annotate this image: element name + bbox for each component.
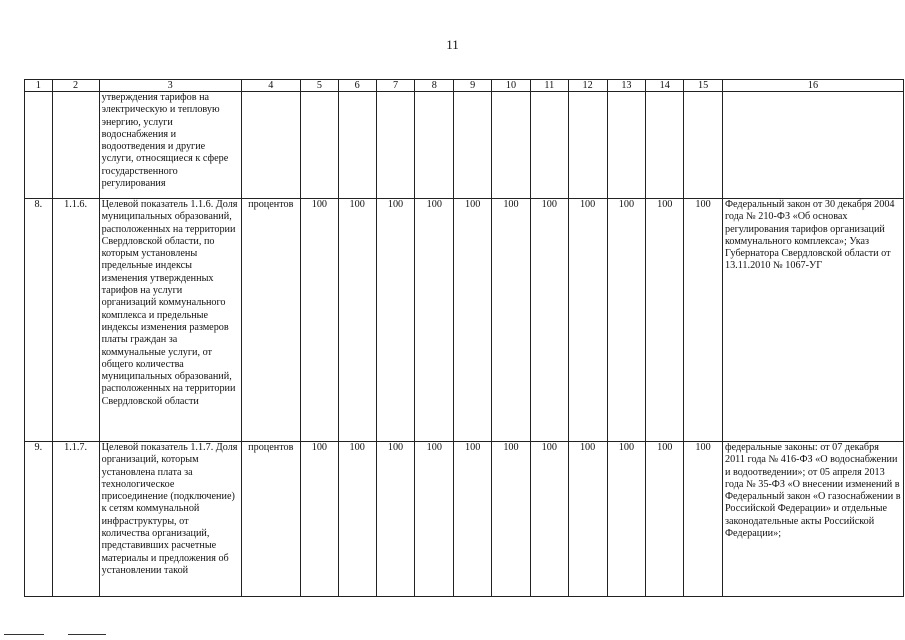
row-value: 100 [492, 199, 531, 442]
scan-edge-line [4, 634, 44, 635]
column-header: 11 [530, 80, 568, 92]
row-value: 100 [684, 199, 723, 442]
column-header: 8 [415, 80, 454, 92]
row-value [646, 92, 684, 199]
row-value: 100 [607, 442, 646, 597]
column-header: 2 [52, 80, 99, 92]
row-value: 100 [300, 442, 338, 597]
column-header: 4 [241, 80, 300, 92]
row-unit: процентов [241, 442, 300, 597]
row-value: 100 [338, 442, 376, 597]
column-header: 1 [25, 80, 53, 92]
page-number: 11 [446, 37, 459, 52]
row-value: 100 [568, 442, 607, 597]
row-value: 100 [646, 199, 684, 442]
row-value: 100 [568, 199, 607, 442]
row-value [415, 92, 454, 199]
row-value: 100 [530, 442, 568, 597]
row-number [25, 92, 53, 199]
row-value: 100 [415, 442, 454, 597]
column-header: 16 [722, 80, 903, 92]
row-value [376, 92, 415, 199]
row-number: 9. [25, 442, 53, 597]
row-code: 1.1.7. [52, 442, 99, 597]
column-header: 14 [646, 80, 684, 92]
row-value: 100 [646, 442, 684, 597]
row-description: Целевой показатель 1.1.6. Доля муниципальных образований, расположенных на территории Свердловской области, по которым установлены предельные индексы изменения утвержденных тарифов на услуги организаций коммунального комплекса и предельные индексы изменения размеров платы граждан за коммунальные услуги, от общего количества муниципальных образований, расположенных на территории Свердловской области [99, 199, 241, 442]
column-header: 5 [300, 80, 338, 92]
column-header: 3 [99, 80, 241, 92]
row-description: Целевой показатель 1.1.7. Доля организаций, которым установлена плата за технологическое присоединение (подключение) к сетям коммунальной инфраструктуры, от количества организаций, представивших расчетные материалы и предложения об установлении такой [99, 442, 241, 597]
row-value: 100 [530, 199, 568, 442]
scan-edge-line [68, 634, 106, 635]
row-value: 100 [376, 199, 415, 442]
row-description: утверждения тарифов на электрическую и тепловую энергию, услуги водоснабжения и водоотведения и другие услуги, относящиеся к сфере государственного регулирования [99, 92, 241, 199]
row-value: 100 [338, 199, 376, 442]
table-row [25, 442, 904, 597]
column-header: 10 [492, 80, 531, 92]
column-header: 13 [607, 80, 646, 92]
column-header: 6 [338, 80, 376, 92]
column-header: 7 [376, 80, 415, 92]
row-value: 100 [607, 199, 646, 442]
row-code: 1.1.6. [52, 199, 99, 442]
row-value: 100 [684, 442, 723, 597]
column-number-row [25, 80, 904, 92]
row-value: 100 [415, 199, 454, 442]
column-header: 15 [684, 80, 723, 92]
table-row [25, 199, 904, 442]
row-value: 100 [454, 199, 492, 442]
row-value [454, 92, 492, 199]
row-value: 100 [376, 442, 415, 597]
row-value: 100 [300, 199, 338, 442]
row-value: 100 [454, 442, 492, 597]
row-value [338, 92, 376, 199]
row-number: 8. [25, 199, 53, 442]
row-value [530, 92, 568, 199]
row-value: 100 [492, 442, 531, 597]
row-value [300, 92, 338, 199]
row-value [607, 92, 646, 199]
row-unit: процентов [241, 199, 300, 442]
row-basis: федеральные законы: от 07 декабря 2011 года № 416-ФЗ «О водоснабжении и водоотведении»; от 05 апреля 2013 года № 35-ФЗ «О внесении изменений в Федеральный закон «О газоснабжении в Российской Федерации» и отдельные законодательные акты Российской Федерации»; [722, 442, 903, 597]
row-value [568, 92, 607, 199]
row-basis: Федеральный закон от 30 декабря 2004 года № 210-ФЗ «Об основах регулирования тарифов организаций коммунального комплекса»; Указ Губернатора Свердловской области от 13.11.2010 № 1067-УГ [722, 199, 903, 442]
row-code [52, 92, 99, 199]
indicators-table [24, 79, 904, 597]
row-unit [241, 92, 300, 199]
column-header: 12 [568, 80, 607, 92]
table-row [25, 92, 904, 199]
column-header: 9 [454, 80, 492, 92]
row-value [492, 92, 531, 199]
row-value [684, 92, 723, 199]
row-basis [722, 92, 903, 199]
